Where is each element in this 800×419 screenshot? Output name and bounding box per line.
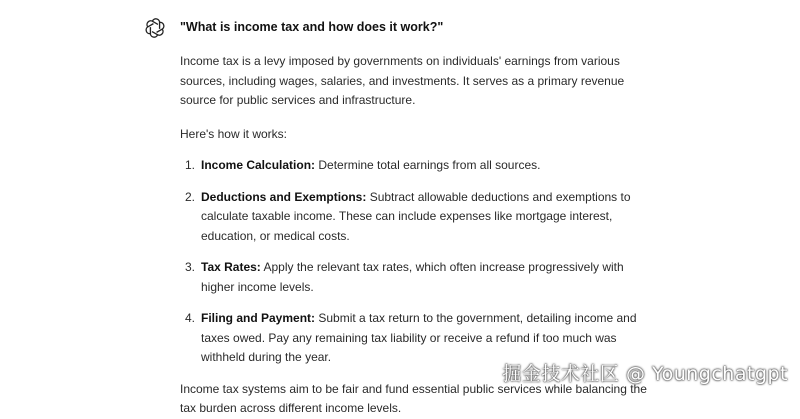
step-term: Tax Rates:: [201, 260, 261, 274]
step-text: Submit a tax return to the government, detailing income and taxes owed. Pay any remaining tax liability or receive a refund if too much was withheld during the year.: [201, 311, 637, 364]
step-text: Subtract allowable deductions and exemptions to calculate taxable income. These can include expenses like mortgage interest, education, or medical costs.: [201, 189, 631, 243]
step-number: 4.: [185, 311, 196, 325]
step-number: 3.: [185, 260, 196, 274]
answer-howto: Here's how it works:: [180, 126, 287, 141]
watermark: 掘金技术社区 @ Youngchatgpt: [502, 363, 788, 385]
step-text: Apply the relevant tax rates, which often increase progressively with higher income levels.: [201, 260, 624, 294]
answer-intro: Income tax is a levy imposed by governments on individuals' earnings from various sources, including wages, salaries, and investments. It serves as a primary revenue source for public services and infrastructure.: [180, 54, 625, 107]
step-text: Determine total earnings from all sources.: [315, 158, 541, 172]
answer-conclusion: Income tax systems aim to be fair and fund essential public services while balancing the tax burden across different income levels.: [180, 381, 647, 415]
step-term: Income Calculation:: [201, 158, 316, 172]
steps-list: [180, 156, 660, 368]
step-term: Deductions and Exemptions:: [201, 189, 367, 204]
step-number: 1.: [185, 158, 196, 172]
step-term: Filing and Payment:: [201, 311, 316, 325]
openai-logo-icon: [145, 18, 165, 38]
list-item: [180, 258, 660, 297]
list-item: [180, 188, 660, 247]
user-question: "What is income tax and how does it work?": [180, 20, 444, 34]
step-number: 2.: [185, 189, 196, 204]
list-item: [180, 156, 660, 176]
